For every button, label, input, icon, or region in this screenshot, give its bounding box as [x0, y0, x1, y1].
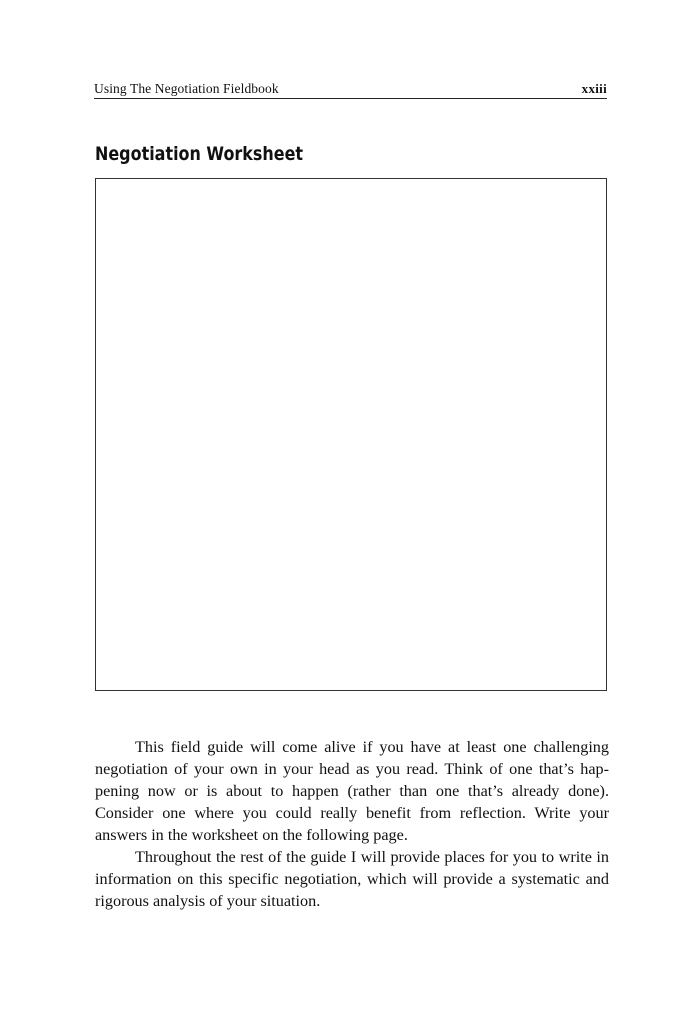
running-title: Using The Negotiation Fieldbook	[94, 81, 279, 96]
worksheet-box	[95, 178, 607, 691]
body-paragraph-1: This field guide will come alive if you have at least one challenging negotiation of your own in your head as you read. Think of one that’s happening now or is about to happen (rather than one that’s already done). Consider one where you could really benefit from reflection. Write your answers in the worksheet on the following page.	[95, 738, 609, 844]
running-header	[94, 80, 607, 99]
page-number: xxiii	[581, 81, 607, 96]
body-text	[95, 736, 609, 912]
body-paragraph-2: Throughout the rest of the guide I will provide places for you to write in information on this specific negotiation, which will provide a systematic and rigorous analysis of your situation.	[95, 848, 609, 910]
section-heading: Negotiation Worksheet	[95, 143, 304, 165]
